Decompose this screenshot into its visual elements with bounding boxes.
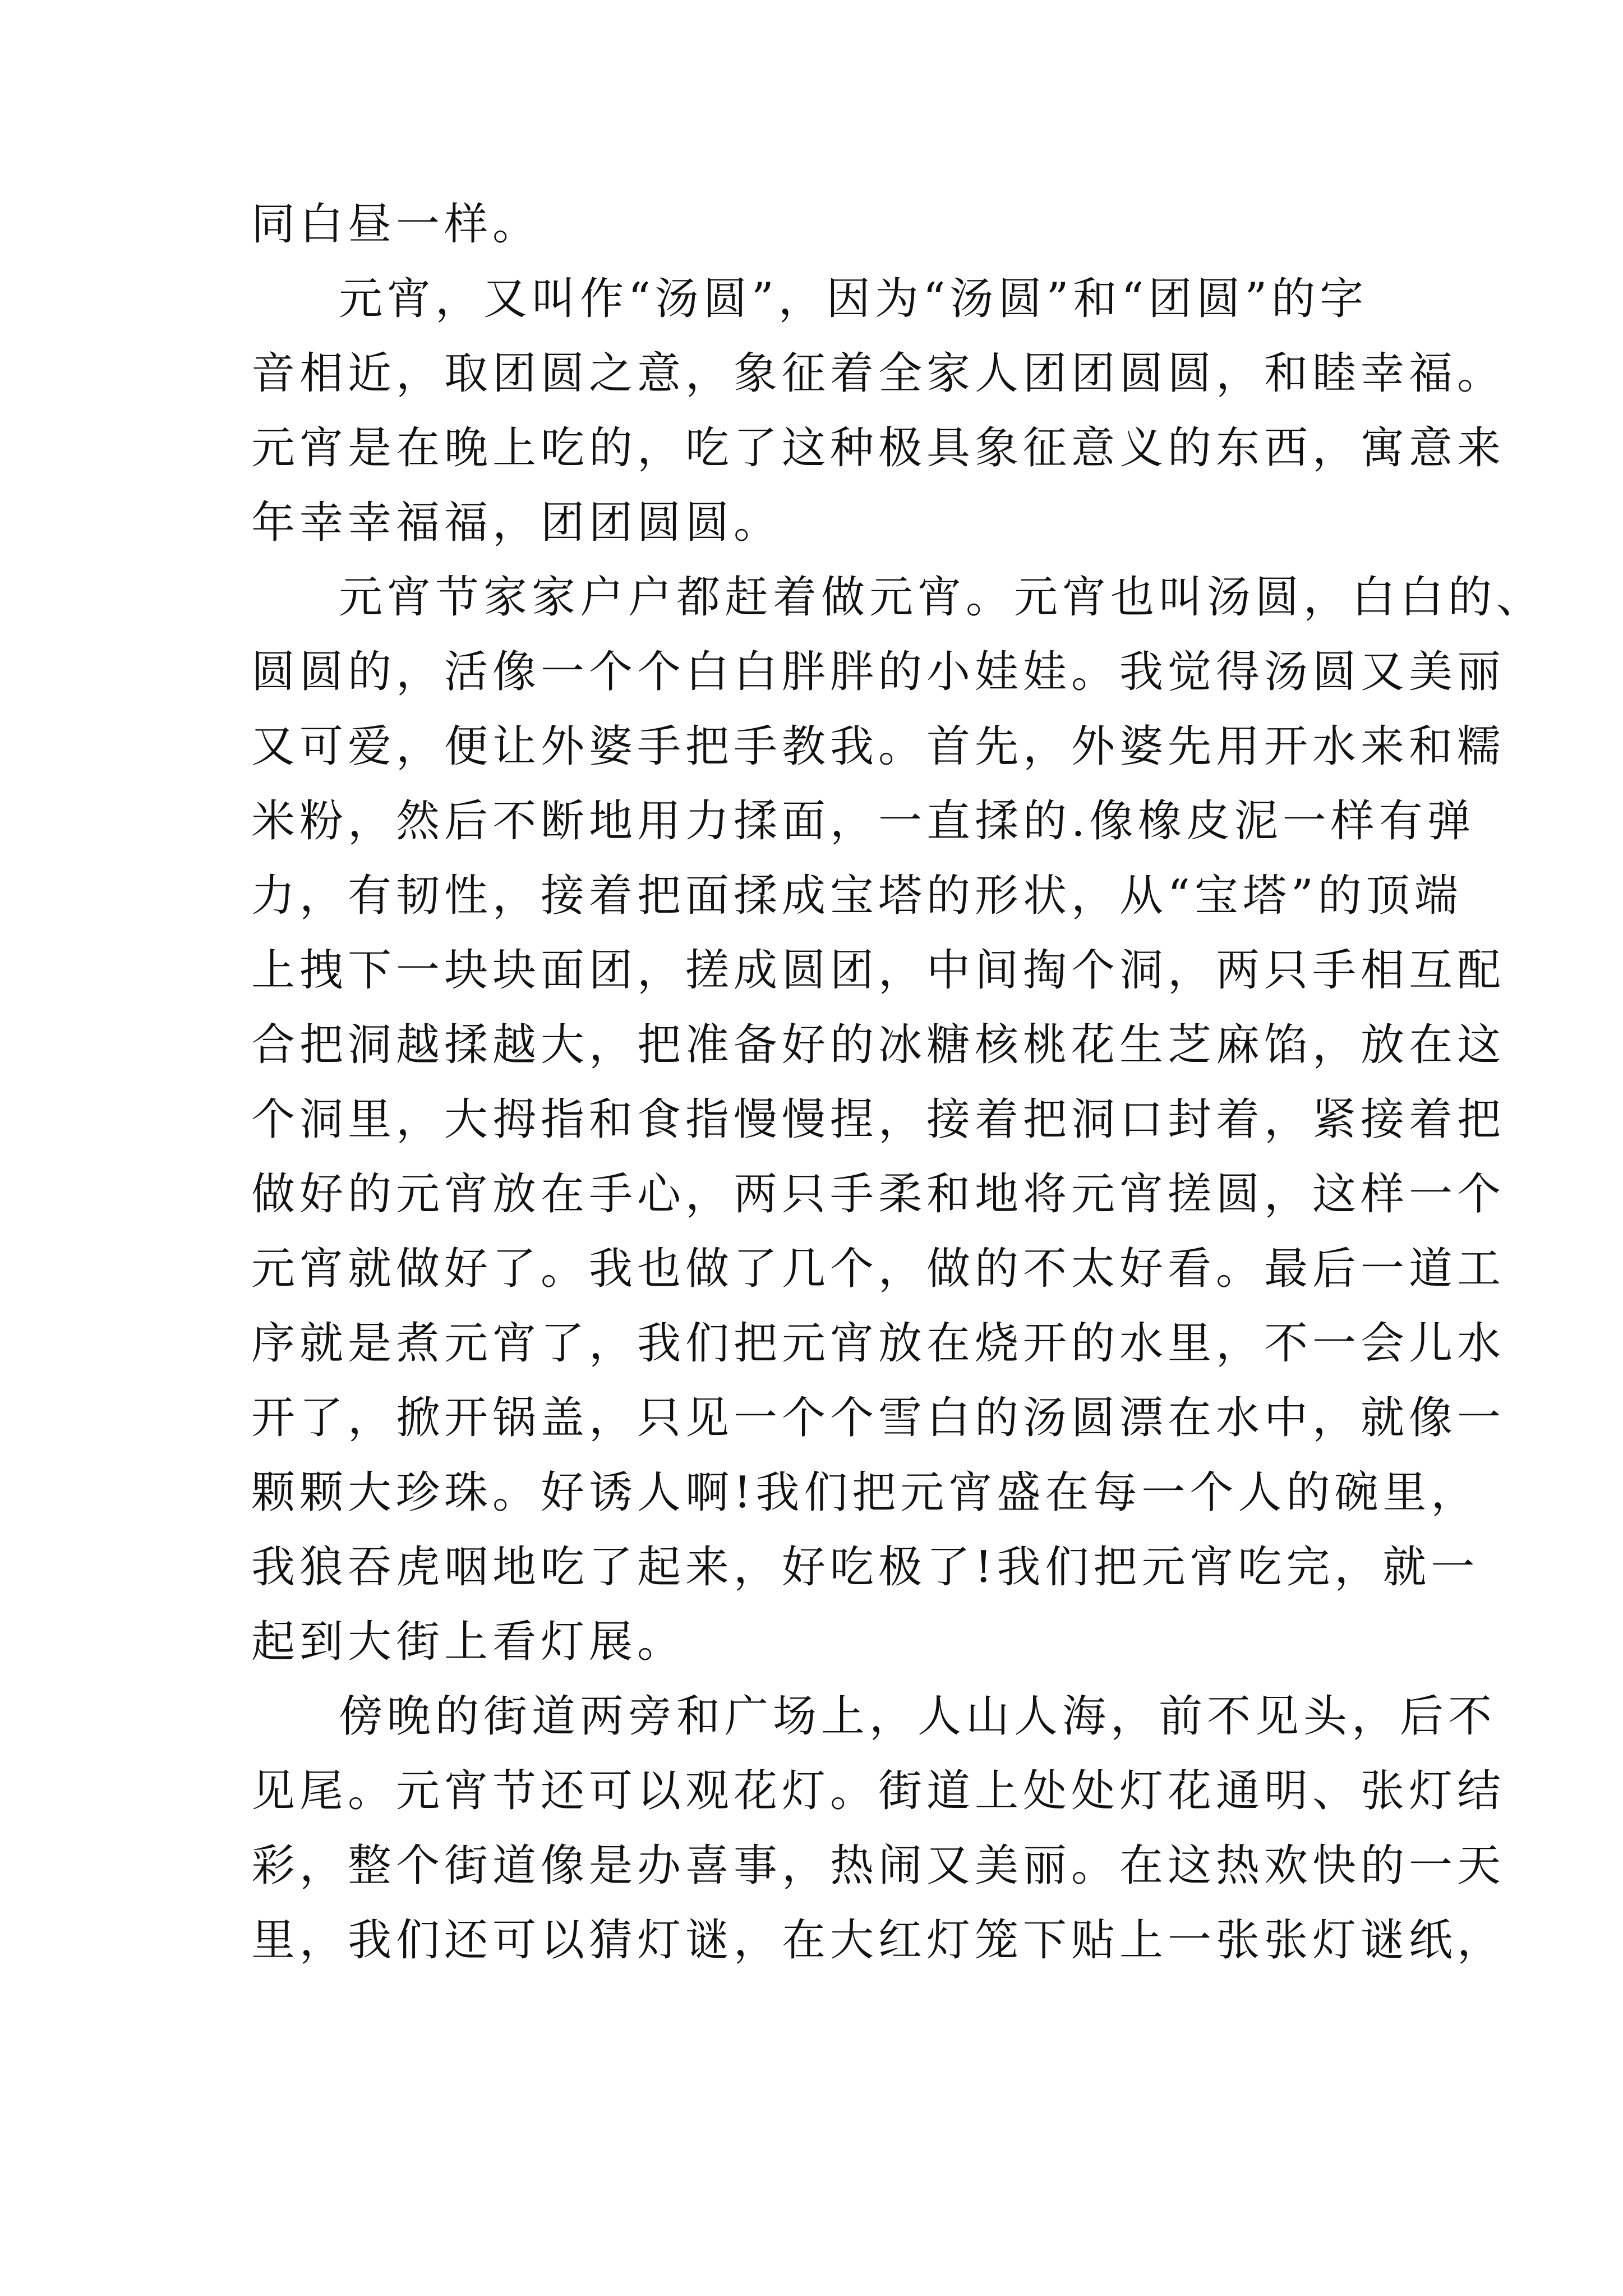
text-line: 上拽下一块块面团，搓成圆团，中间掏个洞，两只手相互配 xyxy=(251,945,1506,996)
body-text xyxy=(251,187,1545,1978)
text-line: 彩，整个街道像是办喜事，热闹又美丽。在这热欢快的一天 xyxy=(251,1841,1506,1891)
text-line: 序就是煮元宵了，我们把元宵放在烧开的水里，不一会儿水 xyxy=(251,1318,1506,1369)
paragraph-start-line: 傍晚的街道两旁和广场上，人山人海，前不见头，后不 xyxy=(339,1691,1497,1742)
text-line: 圆圆的，活像一个个白白胖胖的小娃娃。我觉得汤圆又美丽 xyxy=(251,647,1506,697)
paragraph-start-line: 元宵，又叫作“汤圆”，因为“汤圆”和“团圆”的字 xyxy=(339,274,1368,324)
text-line: 颗颗大珍珠。好诱人啊!我们把元宵盛在每一个人的碗里， xyxy=(251,1467,1479,1518)
text-line: 力，有韧性，接着把面揉成宝塔的形状，从“宝塔”的顶端 xyxy=(251,871,1463,921)
paragraph-start-line: 元宵节家家户户都赶着做元宵。元宵也叫汤圆，白白的、 xyxy=(339,572,1545,623)
text-line: 合把洞越揉越大，把准备好的冰糖核桃花生芝麻馅，放在这 xyxy=(251,1020,1506,1070)
text-line: 起到大街上看灯展。 xyxy=(251,1617,686,1667)
text-line: 又可爱，便让外婆手把手教我。首先，外婆先用开水来和糯 xyxy=(251,721,1506,772)
text-line: 里，我们还可以猜灯谜，在大红灯笼下贴上一张张灯谜纸， xyxy=(251,1915,1506,1966)
text-line: 同白昼一样。 xyxy=(251,199,541,250)
text-line: 元宵就做好了。我也做了几个，做的不太好看。最后一道工 xyxy=(251,1244,1506,1294)
text-line: 个洞里，大拇指和食指慢慢捏，接着把洞口封着，紧接着把 xyxy=(251,1094,1506,1145)
text-line: 元宵是在晚上吃的，吃了这种极具象征意义的东西，寓意来 xyxy=(251,423,1506,473)
text-line: 米粉，然后不断地用力揉面，一直揉的.像橡皮泥一样有弹 xyxy=(251,796,1476,846)
text-line: 年幸幸福福，团团圆圆。 xyxy=(251,498,782,548)
text-line: 我狼吞虎咽地吃了起来，好吃极了!我们把元宵吃完，就一 xyxy=(251,1542,1479,1593)
text-line: 音相近，取团圆之意，象征着全家人团团圆圆，和睦幸福。 xyxy=(251,348,1506,399)
text-line: 做好的元宵放在手心，两只手柔和地将元宵搓圆，这样一个 xyxy=(251,1169,1506,1220)
text-line: 见尾。元宵节还可以观花灯。街道上处处灯花通明、张灯结 xyxy=(251,1766,1506,1816)
text-line: 开了，掀开锅盖，只见一个个雪白的汤圆漂在水中，就像一 xyxy=(251,1393,1506,1443)
